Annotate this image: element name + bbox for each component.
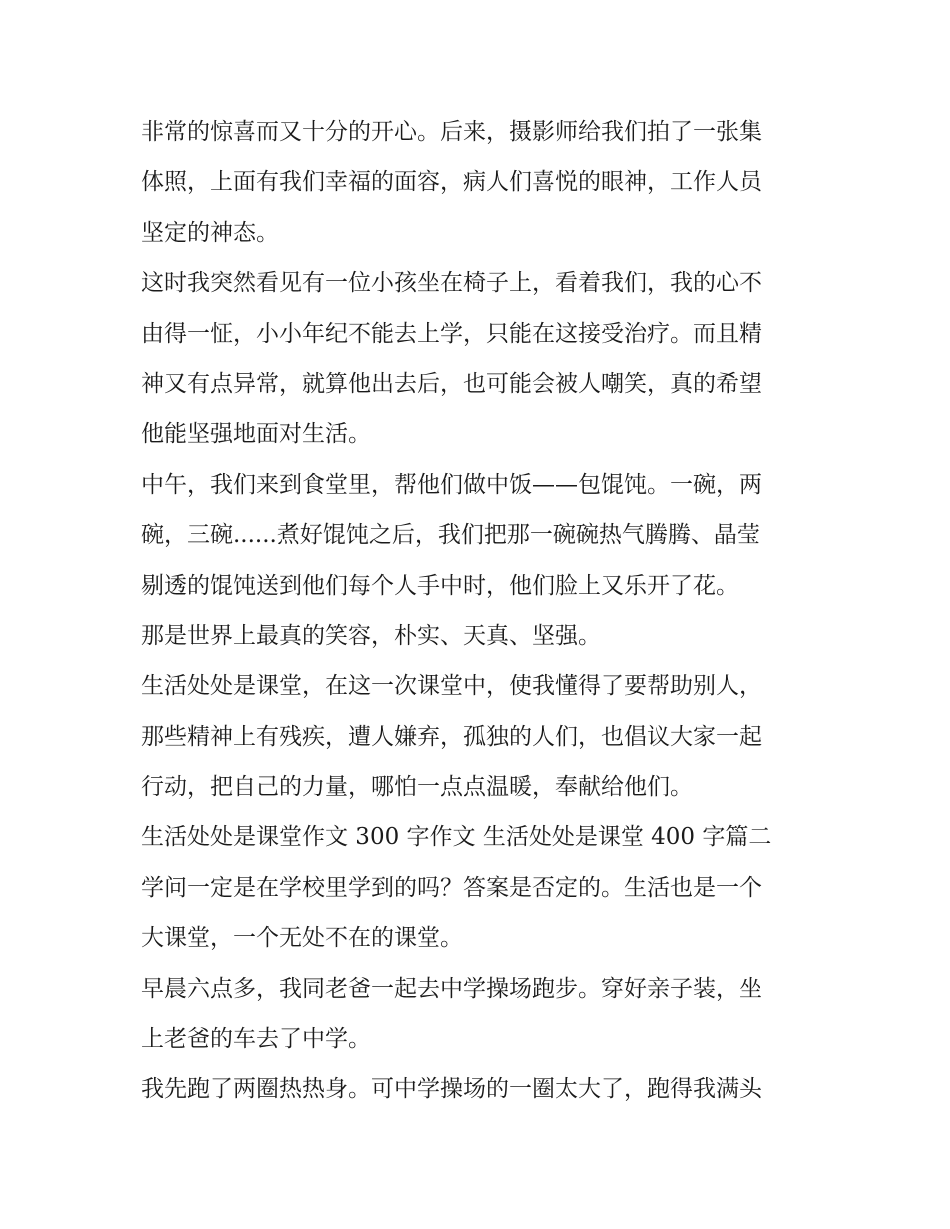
text-line: 大课堂，一个无处不在的课堂。 (141, 925, 463, 952)
text-line: 非常的惊喜而又十分的开心。后来，摄影师给我们拍了一张集 (141, 119, 762, 145)
text-line: 学问一定是在学校里学到的吗？答案是否定的。生活也是一个 (141, 874, 762, 901)
text-line: 体照，上面有我们幸福的面容，病人们喜悦的眼神，工作人员 (141, 169, 762, 196)
text-line: 中午，我们来到食堂里，帮他们做中饭——包馄饨。一碗，两 (141, 471, 762, 498)
text-line: 神又有点异常，就算他出去后，也可能会被人嘲笑，真的希望 (141, 370, 762, 397)
text-line: 他能坚强地面对生活。 (141, 421, 371, 448)
essay-text (141, 107, 821, 1115)
text-line: 我先跑了两圈热热身。可中学操场的一圈太大了，跑得我满头 (141, 1076, 762, 1103)
text-line: 剔透的馄饨送到他们每个人手中时，他们脸上又乐开了花。 (141, 572, 739, 599)
text-line: 早晨六点多，我同老爸一起去中学操场跑步。穿好亲子装，坐 (141, 975, 762, 1002)
text-line: 由得一怔，小小年纪不能去上学，只能在这接受治疗。而且精 (141, 320, 762, 347)
text-line: 那些精神上有残疾，遭人嫌弃，孤独的人们，也倡议大家一起 (141, 723, 762, 750)
text-line: 上老爸的车去了中学。 (141, 1026, 371, 1053)
text-line: 这时我突然看见有一位小孩坐在椅子上，看着我们，我的心不 (141, 270, 762, 297)
section-heading: 生活处处是课堂作文 300 字作文 生活处处是课堂 400 字篇二 (141, 824, 772, 851)
text-line: 坚定的神态。 (141, 219, 279, 246)
text-line: 碗，三碗......煮好馄饨之后，我们把那一碗碗热气腾腾、晶莹 (141, 522, 760, 549)
text-line: 行动，把自己的力量，哪怕一点点温暖，奉献给他们。 (141, 774, 693, 801)
text-line: 生活处处是课堂，在这一次课堂中，使我懂得了要帮助别人， (141, 673, 762, 700)
text-line: 那是世界上最真的笑容，朴实、天真、坚强。 (141, 622, 601, 649)
